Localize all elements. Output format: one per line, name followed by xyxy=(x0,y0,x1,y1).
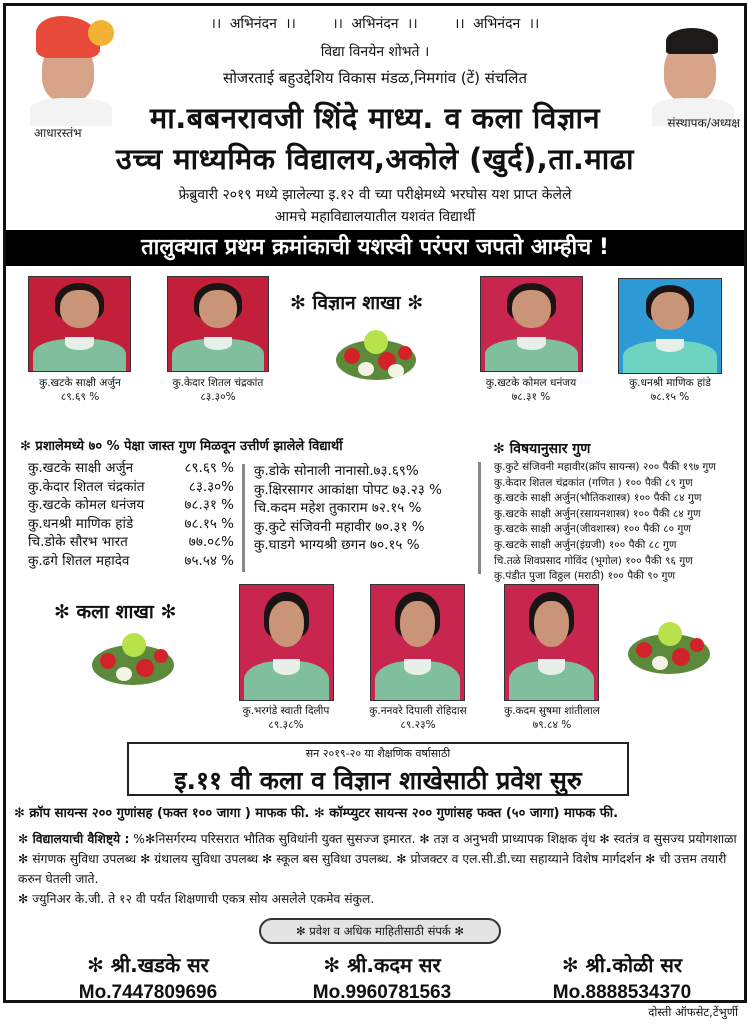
admission-open-text: इ.११ वी कला व विज्ञान शाखेसाठी प्रवेश सुरु xyxy=(174,766,582,795)
description-line1: फ्रेब्रुवारी २०१९ मध्ये झालेल्या इ.१२ वी च्या परीक्षेमध्ये भरघोस यश प्राप्त केलेले xyxy=(178,187,572,203)
poster-frame xyxy=(3,3,747,1003)
student-caption: कु.धनश्री माणिक हांडे ७८.१५ % xyxy=(629,377,711,403)
contact-name: ✻ श्री.खडके सर xyxy=(87,953,209,977)
school-title-line1: मा.बबनरावजी शिंदे माध्य. व कला विज्ञान xyxy=(149,101,601,135)
tradition-banner: तालुक्यात प्रथम क्रमांकाची यशस्वी परंपरा जपतो आम्हीच ! xyxy=(6,230,744,266)
science-section-title: ✻ विज्ञान शाखा ✻ xyxy=(290,292,424,314)
contact-phone[interactable]: Mo.7447809696 xyxy=(78,982,218,1003)
list-item: कु.खटके साक्षी अर्जुन ८९.६९ % xyxy=(28,460,234,476)
student-caption: कु.भरगंडे स्वाती दिलीप ८९.३८% xyxy=(242,705,330,731)
column-divider xyxy=(242,464,245,572)
admission-box xyxy=(127,742,629,796)
student-photo xyxy=(370,584,465,701)
contact-pill: ✻ प्रवेश व अधिक माहितीसाठी संपर्क ✻ xyxy=(259,918,501,944)
student-caption: कु.खटके साक्षी अर्जुन ८९.६९ % xyxy=(39,377,121,403)
school-features xyxy=(18,829,738,909)
features-label: ✻ विद्यालयाची वैशिष्ट्ये : xyxy=(18,832,130,846)
student-photo xyxy=(167,276,269,372)
portrait-caption-right: संस्थापक/अध्यक्ष xyxy=(667,116,740,130)
list-item: कु.क्षिरसागर आकांक्षा पोपट ७३.२३ % xyxy=(254,481,442,498)
student-caption: कु.ननवरे दिपाली रोहिदास ८९.२३% xyxy=(369,705,467,731)
fees-line: ✻ क्रॉप सायन्स २०० गुणांसह (फक्त १०० जागा ) माफक फी. ✻ कॉम्प्युटर सायन्स २०० गुणांसह फक्त (५० जागा) माफक फी. xyxy=(14,806,619,821)
greetings-line xyxy=(6,14,744,33)
contact-phone[interactable]: Mo.9960781563 xyxy=(312,982,452,1003)
list-item: कु.खटके साक्षी अर्जुन(रसायनशास्त्र) १०० पैकी ८४ गुण xyxy=(494,507,701,520)
student-photo xyxy=(480,276,583,372)
printer-credit: दोस्ती ऑफसेट,टेंभुर्णी xyxy=(648,1005,738,1019)
contact-name: ✻ श्री.कदम सर xyxy=(323,953,441,977)
student-photo xyxy=(504,584,599,701)
list-item: कु.कुटे संजिवनी महावीर(क्रॉप सायन्स) २०० पैकी १९७ गुण xyxy=(494,461,716,473)
contact-person xyxy=(28,951,268,1004)
subjectwise-list xyxy=(494,460,746,585)
flower-bouquet-icon xyxy=(86,631,180,689)
portrait-caption-left: आधारस्तंभ xyxy=(34,126,82,140)
features-last: ✻ ज्युनिअर के.जी. ते १२ वी पर्यंत शिक्षणाची एकत्र सोय असलेले एकमेव संकुल. xyxy=(18,892,375,906)
contact-phone[interactable]: Mo.8888534370 xyxy=(552,982,692,1003)
trust-name: सोजरताई बहुउद्देशिय विकास मंडळ,निमगांव (टें) संचलित xyxy=(222,69,528,87)
list-item: कु.केदार शितल चंद्रकांत (गणित ) १०० पैकी ८९ गुण xyxy=(494,476,693,489)
features-text: %✻निसर्गरम्य परिसरात भौतिक सुविधांनी युक्त सुसज्ज इमारत. ✻ तज्ञ व अनुभवी प्राध्यापक शिक्षक वृंध ✻ स्वतंत्र व सुसज्य प्रयोगशाळा ✻ संगणक सुविधा उपलब्ध ✻ ग्रंथालय सुविधा उपलब्ध ✻ स्कूल बस सुविधा उपलब्ध. ✻ प्रोजक्टर व एल.सी.डी.च्या सहाय्याने विशेष मार्गदर्शन ✻ ची उत्तम तयारी करुन घेतली जाते. xyxy=(18,832,737,886)
list-item: कु.केदार शितल चंद्रकांत ८३.३०% xyxy=(28,478,234,495)
school-title-line2: उच्च माध्यमिक विद्यालय,अकोले (खुर्द),ता.माढा xyxy=(115,142,635,176)
contact-name: ✻ श्री.कोळी सर xyxy=(561,953,683,977)
list-item: कु.खटके साक्षी अर्जुन(जीवशास्त्र) १०० पैकी ८० गुण xyxy=(494,523,691,536)
list-item: कु.खटके साक्षी अर्जुन(इंग्रजी) १०० पैकी ८८ गुण xyxy=(494,538,677,551)
above70-list-col1 xyxy=(28,459,234,570)
student-caption: कु.कदम सुषमा शांतीलाल ७९.८४ % xyxy=(504,705,600,731)
column-divider xyxy=(478,462,481,574)
student-photo xyxy=(239,584,334,701)
student-photo xyxy=(618,278,722,374)
list-item: चि.डोके सौरभ भारत ७७.०८% xyxy=(28,534,234,550)
student-caption: कु.केदार शितल चंद्रकांत ८३.३०% xyxy=(172,377,264,403)
contact-person xyxy=(502,951,742,1004)
flower-bouquet-icon xyxy=(622,620,716,678)
list-item: चि.तळे शिवप्रसाद गोविंद (भूगोल) १०० पैकी ९६ गुण xyxy=(494,554,693,567)
list-item: कु.कुटे संजिवनी महावीर ७०.३१ % xyxy=(254,518,425,535)
greeting: ।। अभिनंदन ।। xyxy=(210,16,296,32)
student-caption: कु.खटके कोमल धनंजय ७८.३१ % xyxy=(485,377,577,403)
flower-bouquet-icon xyxy=(326,326,426,386)
list-item: कु.खटके कोमल धनंजय ७८.३१ % xyxy=(28,497,234,513)
list-item: चि.कदम महेश तुकाराम ७२.१५ % xyxy=(254,500,422,516)
greeting: ।। अभिनंदन ।। xyxy=(454,16,540,32)
above70-list-col2 xyxy=(254,462,474,555)
greeting: ।। अभिनंदन ।। xyxy=(332,16,418,32)
motto: विद्या विनयेन शोभते । xyxy=(320,44,430,60)
description-line2: आमचे महाविद्यालयातील यशवंत विद्यार्थी xyxy=(274,209,476,225)
arts-section-title: ✻ कला शाखा ✻ xyxy=(54,601,177,623)
academic-year: सन २०१९-२० या शैक्षणिक वर्षासाठी xyxy=(305,747,451,760)
list-item: कु.धनश्री माणिक हांडे ७८.१५ % xyxy=(28,515,234,532)
above70-heading: ✻ प्रशालेमध्ये ७० % पेक्षा जास्त गुण मिळवून उत्तीर्ण झालेले विद्यार्थी xyxy=(20,439,343,454)
student-photo xyxy=(28,276,131,372)
list-item: कु.ढगे शितल महादेव ७५.५४ % xyxy=(28,552,234,569)
contact-person xyxy=(262,951,502,1004)
list-item: कु.घाडगे भाग्यश्री छगन ७०.१५ % xyxy=(254,537,420,553)
list-item: कु.खटके साक्षी अर्जुन(भौतिकशास्त्र) १०० पैकी ८४ गुण xyxy=(494,492,702,505)
list-item: कु.डोके सोनाली नानासो.७३.६९% xyxy=(254,463,419,479)
subjectwise-heading: ✻ विषयानुसार गुण xyxy=(493,441,591,457)
header xyxy=(6,6,744,228)
list-item: कु.पंडीत पुजा विठ्ठल (मराठी) १०० पैकी ९० गुण xyxy=(494,570,676,583)
